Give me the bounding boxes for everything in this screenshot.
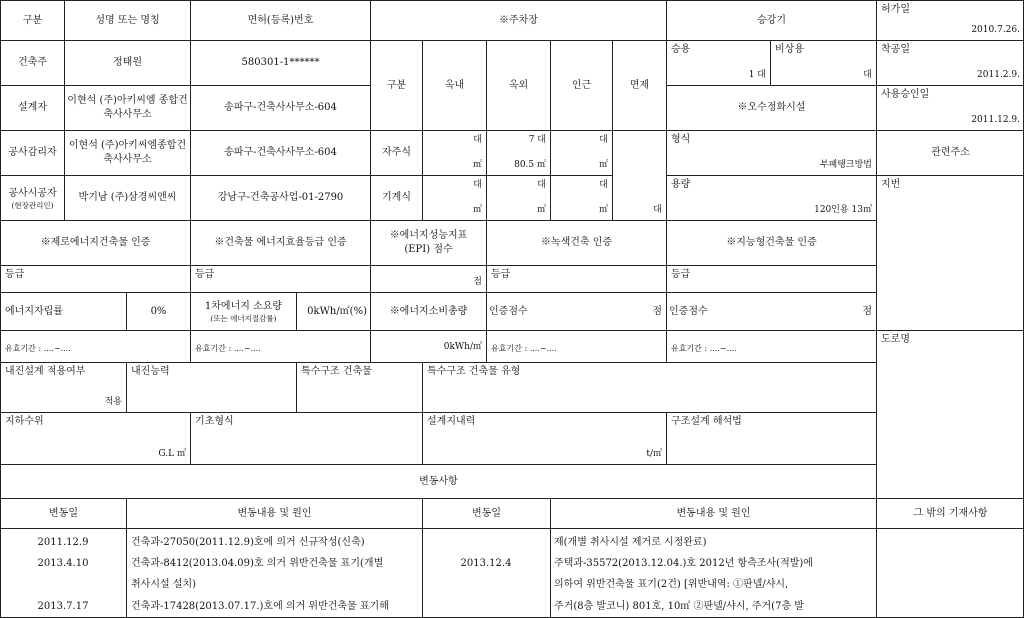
designer-label: 설계자 [0,85,64,130]
header-license: 면허(등록)번호 [190,0,370,40]
change-row-left-4: 2013.7.17 건축과-17428(2013.07.17.)호에 의거 위반건축물 표기해 [37,601,389,612]
change-row-left-2: 2013.4.10 건축과-8412(2013.04.09)호 의거 위반건축물 표기(개별 [37,558,384,569]
parking-exempt-value: 대 [612,130,666,220]
other-notes-body [876,528,1024,618]
parking-col-exempt: 면제 [612,40,666,130]
sewage-type: 형식 부패탱크방법 [666,130,876,175]
primary-energy-label: 1차에너지 소요량 (또는 에너지절감률) [190,292,296,330]
cert-green: ※녹색건축 인증 [486,220,666,265]
green-grade: 등급 [486,265,666,292]
elevator-emergency: 비상용 대 [770,40,876,85]
supervisor-license: 송파구-건축사사무소-604 [190,130,370,175]
approval-date-cell: 사용승인일 2011.12.9. [876,85,1024,130]
changes-title: 변동사항 [0,464,876,498]
parking-mech-indoor: 대 ㎡ [422,175,486,220]
parking-self-outdoor: 7 대 80.5 ㎡ [486,130,550,175]
total-energy-value: 0kWh/㎡ [370,330,486,362]
header-name: 성명 또는 명칭 [64,0,190,40]
owner-license: 580301-1****** [190,40,370,85]
bearing-capacity: 설계지내력 t/㎡ [422,412,666,464]
seismic-capacity: 내진능력 [126,362,296,412]
parking-col-gubun: 구분 [370,40,422,130]
parking-mech-nearby: 대 ㎡ [550,175,612,220]
contractor-label: 공사시공자 (현장관리인) [0,175,64,220]
cert-smart: ※지능형건축물 인증 [666,220,876,265]
changes-date-col-right: 변동일 [422,498,550,528]
owner-name: 정태원 [64,40,190,85]
special-structure: 특수구조 건축물 [296,362,422,412]
changes-date-col-left: 변동일 [0,498,126,528]
parking-col-nearby: 인근 [550,40,612,130]
green-valid: 유효기간 : ....~.... [486,330,666,362]
road-name-cell: 도로명 [876,330,1024,498]
change-row-right-4: 주거(8층 발코니) 801호, 10㎡ ②판넬/샤시, 주거(7층 발 [554,601,804,612]
epi-score: 점 [370,265,486,292]
cert-epi: ※에너지성능지표 (EPI) 점수 [370,220,486,265]
self-rate-value: 0% [126,292,190,330]
lot-number-cell: 지번 [876,175,1024,330]
total-energy-label: ※에너지소비총량 [370,292,486,330]
change-row-left-3: 취사시설 설치) [131,579,197,590]
contractor-license: 강남구-건축공사업-01-2790 [190,175,370,220]
contractor-name: 박기남 (주)삼경씨앤씨 [64,175,190,220]
parking-self-label: 자주식 [370,130,422,175]
sewage-title: ※오수정화시설 [666,85,876,130]
header-parking: ※주차장 [370,0,666,40]
start-date-cell: 착공일 2011.2.9. [876,40,1024,85]
special-structure-type: 특수구조 건축물 유형 [422,362,876,412]
permit-date-value: 2010.7.26. [971,25,1020,35]
cert-zero-energy: ※제로에너지건축물 인증 [0,220,190,265]
change-row-right-1: 제(개별 취사시설 제거로 시정완료) [554,537,707,548]
smart-cert-score: 인증점수 점 [666,292,876,330]
parking-self-indoor: 대 ㎡ [422,130,486,175]
zero-energy-valid: 유효기간 : ....~.... [0,330,190,362]
header-gubun: 구분 [0,0,64,40]
change-row-right-3: 의하여 위반건축물 표기(2건) [위반내역: ①판넬/샤시, [554,579,789,590]
designer-name: 이현석 (주)아키씨엠 종합건축사사무소 [64,85,190,130]
changes-content-col-right: 변동내용 및 원인 [550,498,876,528]
cert-efficiency: ※건축물 에너지효율등급 인증 [190,220,370,265]
header-elevator: 승강기 [666,0,876,40]
sewage-capacity: 용량 120인용 13㎥ [666,175,876,220]
parking-col-indoor: 옥내 [422,40,486,130]
change-row-right-2: 2013.12.4 주택과-35572(2013.12.04.)호 2012년 항측조사(적발)에 [460,558,813,569]
foundation-type: 기초형식 [190,412,422,464]
supervisor-name: 이현석 (주)아키씨엠종합건축사사무소 [64,130,190,175]
changes-content-col-left: 변동내용 및 원인 [126,498,422,528]
parking-mech-label: 기계식 [370,175,422,220]
seismic-applied: 내진설계 적용여부 적용 [0,362,126,412]
primary-energy-value: 0kWh/㎡(%) [296,292,370,330]
parking-mech-outdoor: 대 ㎡ [486,175,550,220]
self-rate-label: 에너지자립률 [0,292,126,330]
change-row-left-1: 2011.12.9 건축과-27050(2011.12.9)호에 의거 신규작성(신축) [37,537,365,548]
owner-label: 건축주 [0,40,64,85]
permit-date-cell: 허가일 2010.7.26. [876,0,1024,40]
structural-analysis: 구조설계 해석법 [666,412,876,464]
efficiency-valid: 유효기간 : ....~.... [190,330,370,362]
parking-col-outdoor: 옥외 [486,40,550,130]
elevator-passenger: 승용 1 대 [666,40,770,85]
supervisor-label: 공사감리자 [0,130,64,175]
efficiency-grade: 등급 [190,265,370,292]
groundwater-level: 지하수위 G.L ㎡ [0,412,190,464]
zero-energy-grade: 등급 [0,265,190,292]
related-address: 관련주소 [876,130,1024,175]
green-cert-score: 인증점수 점 [486,292,666,330]
parking-self-nearby: 대 ㎡ [550,130,612,175]
smart-valid: 유효기간 : ....~.... [666,330,876,362]
designer-license: 송파구-건축사사무소-604 [190,85,370,130]
other-notes-header: 그 밖의 기재사항 [876,498,1024,528]
smart-grade: 등급 [666,265,876,292]
